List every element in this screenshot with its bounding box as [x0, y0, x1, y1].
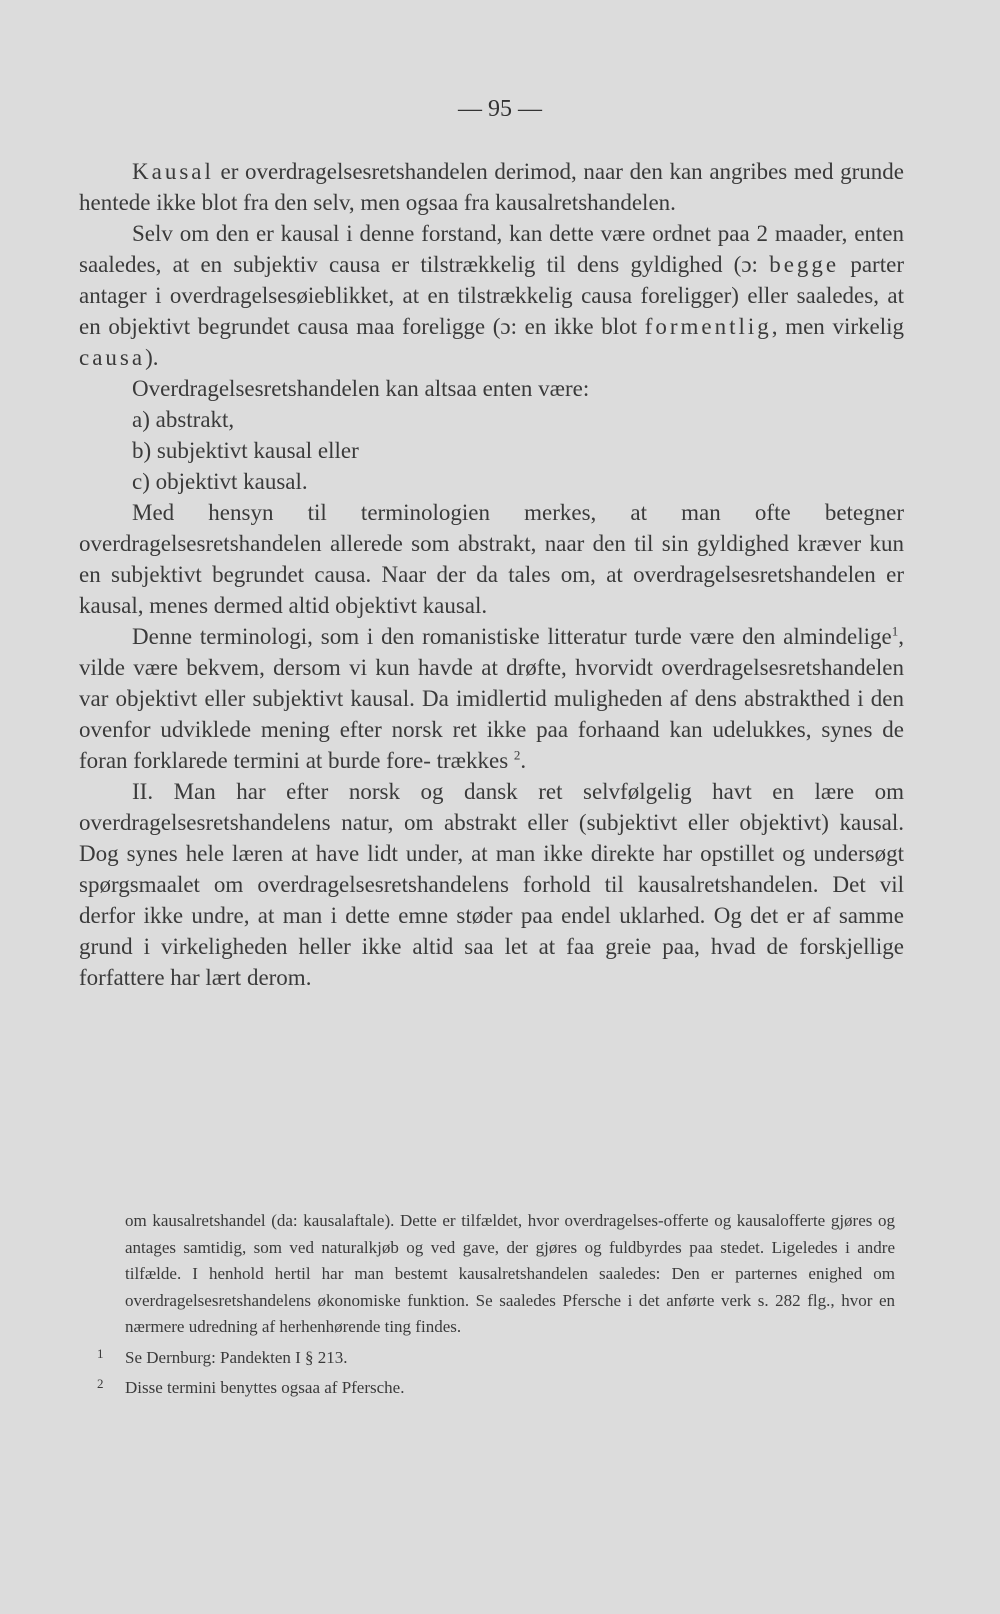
footnote-ref: 2	[513, 747, 521, 763]
list-item: c) objektivt kausal.	[132, 469, 308, 494]
paragraph-text: ).	[145, 345, 159, 370]
spaced-term: formentlig	[644, 314, 772, 339]
footnote-mark: 1	[97, 1345, 104, 1361]
paragraph-text: Selv om den er kausal i denne forstand, kan dette være ordnet paa 2 maader, enten saaledes, at en subjektiv causa er tilstrækkelig til dens gyldighed (ɔ:	[79, 221, 904, 277]
list-item: a) abstrakt,	[132, 407, 235, 432]
paragraph-text: er overdragelsesretshandelen derimod, naar den kan angribes med grunde hentede ikke blot fra den selv, men ogsaa fra kausalretshandelen.	[79, 159, 904, 215]
paragraph-text: parter antager i overdragelsesøieblikket, at en tilstrækkelig causa foreligger) eller saaledes, at en objektivt begrundet causa maa foreligge (ɔ: en ikke blot	[79, 252, 904, 339]
main-text	[79, 156, 904, 993]
footnote-2	[97, 1375, 895, 1402]
footnotes	[97, 1208, 895, 1402]
paragraph-text: .	[520, 748, 527, 773]
spaced-term: begge	[769, 252, 840, 277]
paragraph-text: trækkes	[436, 748, 514, 773]
paragraph-denne	[79, 621, 904, 776]
footnote-text: Disse termini benyttes ogsaa af Pfersche.	[125, 1378, 405, 1397]
footnote-continuation: om kausalretshandel (da: kausalaftale). Dette er tilfældet, hvor overdragelses-offerte og kausalofferte gjøres og antages samtidig, som ved naturalkjøb og ved gave, der gjøres og fuldbyrdes paa stedet. Ligeledes i andre tilfælde. I henhold hertil har man bestemt kausalretshandelen saaledes: Den er parternes enighed om overdragelsesretshandelens økonomiske funktion. Se saaledes Pfersche i det anførte verk s. 282 flg., hvor en nærmere udredning af herhenhørende ting findes.	[125, 1211, 895, 1336]
spaced-term: causa	[79, 345, 146, 370]
footnote-ref: 1	[891, 623, 899, 639]
classification-list	[79, 404, 904, 497]
paragraph-text: , men virkelig	[771, 314, 904, 339]
paragraph-list-intro: Overdragelsesretshandelen kan altsaa enten være:	[132, 376, 590, 401]
paragraph-kausal	[79, 156, 904, 218]
paragraph-selv	[79, 218, 904, 373]
spaced-term: Kausal	[132, 159, 214, 184]
paragraph-text: Denne terminologi, som i den romanistiske litteratur turde være den almindelige	[132, 624, 892, 649]
paragraph-section-ii: II. Man har efter norsk og dansk ret selvfølgelig havt en lære om overdragelsesretshandelens natur, om abstrakt eller (subjektivt eller objektivt) kausal. Dog synes hele læren at have lidt under, at man ikke direkte har opstillet og undersøgt spørgsmaalet om overdragelsesretshandelens forhold til kausalretshandelen. Det vil derfor ikke undre, at man i dette emne støder paa endel uklarhed. Og det er af samme grund i virkeligheden heller ikke altid saa let at faa greie paa, hvad de forskjellige forfattere har lært derom.	[79, 779, 904, 990]
paragraph-terminology: Med hensyn til terminologien merkes, at man ofte betegner overdragelsesretshandelen allerede som abstrakt, naar den til sin gyldighed kræver kun en subjektivt begrundet causa. Naar der da tales om, at overdragelsesretshandelen er kausal, menes dermed altid objektivt kausal.	[79, 500, 904, 618]
paragraph-text: , vilde være bekvem, dersom vi kun havde at drøfte, hvorvidt overdragelsesretshandelen var objektivt eller subjektivt kausal. Da imidlertid muligheden af dens abstrakthed i den ovenfor udviklede mening efter norsk ret ikke paa forhaand kan udelukkes, synes de foran forklarede termini at burde fore-	[79, 624, 904, 773]
page-number: — 95 —	[458, 96, 542, 122]
footnote-text: Se Dernburg: Pandekten I § 213.	[125, 1347, 348, 1367]
footnote-1	[97, 1345, 895, 1372]
list-item: b) subjektivt kausal eller	[132, 438, 359, 463]
footnote-mark: 2	[97, 1376, 104, 1391]
